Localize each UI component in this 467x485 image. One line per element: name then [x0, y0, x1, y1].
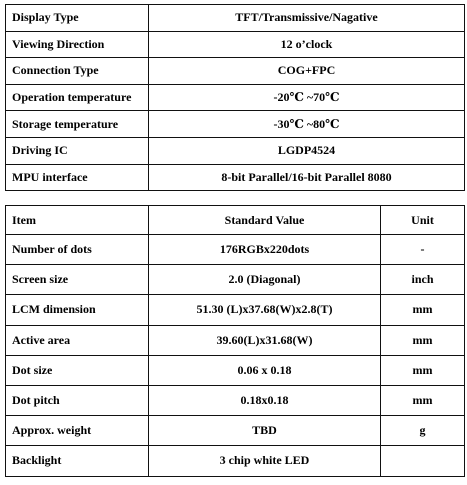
item-cell: Dot size — [6, 355, 149, 385]
value-cell: 39.60(L)x31.68(W) — [149, 325, 381, 355]
table-row — [6, 111, 465, 138]
spec-label: MPU interface — [6, 164, 149, 191]
table-row — [6, 84, 465, 111]
table-header-row — [6, 206, 465, 235]
unit-cell — [381, 446, 465, 476]
table-row — [6, 416, 465, 446]
spec-label: Display Type — [6, 5, 149, 32]
table-row — [6, 5, 465, 32]
value-cell: TBD — [149, 416, 381, 446]
item-cell: Active area — [6, 325, 149, 355]
spec-label: Operation temperature — [6, 84, 149, 111]
column-header-item: Item — [6, 206, 149, 235]
value-cell: 0.06 x 0.18 — [149, 355, 381, 385]
spec-label: Viewing Direction — [6, 31, 149, 58]
spec-value: 8-bit Parallel/16-bit Parallel 8080 — [149, 164, 465, 191]
item-cell: Screen size — [6, 265, 149, 295]
item-cell: LCM dimension — [6, 295, 149, 325]
item-cell: Backlight — [6, 446, 149, 476]
column-header-unit: Unit — [381, 206, 465, 235]
unit-cell: mm — [381, 385, 465, 415]
table-row — [6, 295, 465, 325]
column-header-value: Standard Value — [149, 206, 381, 235]
spec-label: Connection Type — [6, 58, 149, 85]
spec-label: Driving IC — [6, 137, 149, 164]
table-row — [6, 164, 465, 191]
spec-value: 12 o’clock — [149, 31, 465, 58]
spec-label: Storage temperature — [6, 111, 149, 138]
item-cell: Dot pitch — [6, 385, 149, 415]
value-cell: 0.18x0.18 — [149, 385, 381, 415]
table-row — [6, 355, 465, 385]
table-row — [6, 137, 465, 164]
unit-cell: inch — [381, 265, 465, 295]
table-row — [6, 235, 465, 265]
spec-value: -20℃ ~70℃ — [149, 84, 465, 111]
table-row — [6, 385, 465, 415]
display-spec-table — [5, 4, 465, 191]
spec-value: LGDP4524 — [149, 137, 465, 164]
value-cell: 176RGBx220dots — [149, 235, 381, 265]
table-row — [6, 31, 465, 58]
spec-value: -30℃ ~80℃ — [149, 111, 465, 138]
table-row — [6, 325, 465, 355]
spec-value: COG+FPC — [149, 58, 465, 85]
table-row — [6, 58, 465, 85]
table-row — [6, 265, 465, 295]
unit-cell: mm — [381, 355, 465, 385]
mechanical-spec-table — [5, 205, 465, 477]
value-cell: 3 chip white LED — [149, 446, 381, 476]
value-cell: 51.30 (L)x37.68(W)x2.8(T) — [149, 295, 381, 325]
value-cell: 2.0 (Diagonal) — [149, 265, 381, 295]
table-row — [6, 446, 465, 476]
item-cell: Approx. weight — [6, 416, 149, 446]
item-cell: Number of dots — [6, 235, 149, 265]
unit-cell: mm — [381, 325, 465, 355]
unit-cell: g — [381, 416, 465, 446]
spec-value: TFT/Transmissive/Nagative — [149, 5, 465, 32]
unit-cell: - — [381, 235, 465, 265]
unit-cell: mm — [381, 295, 465, 325]
